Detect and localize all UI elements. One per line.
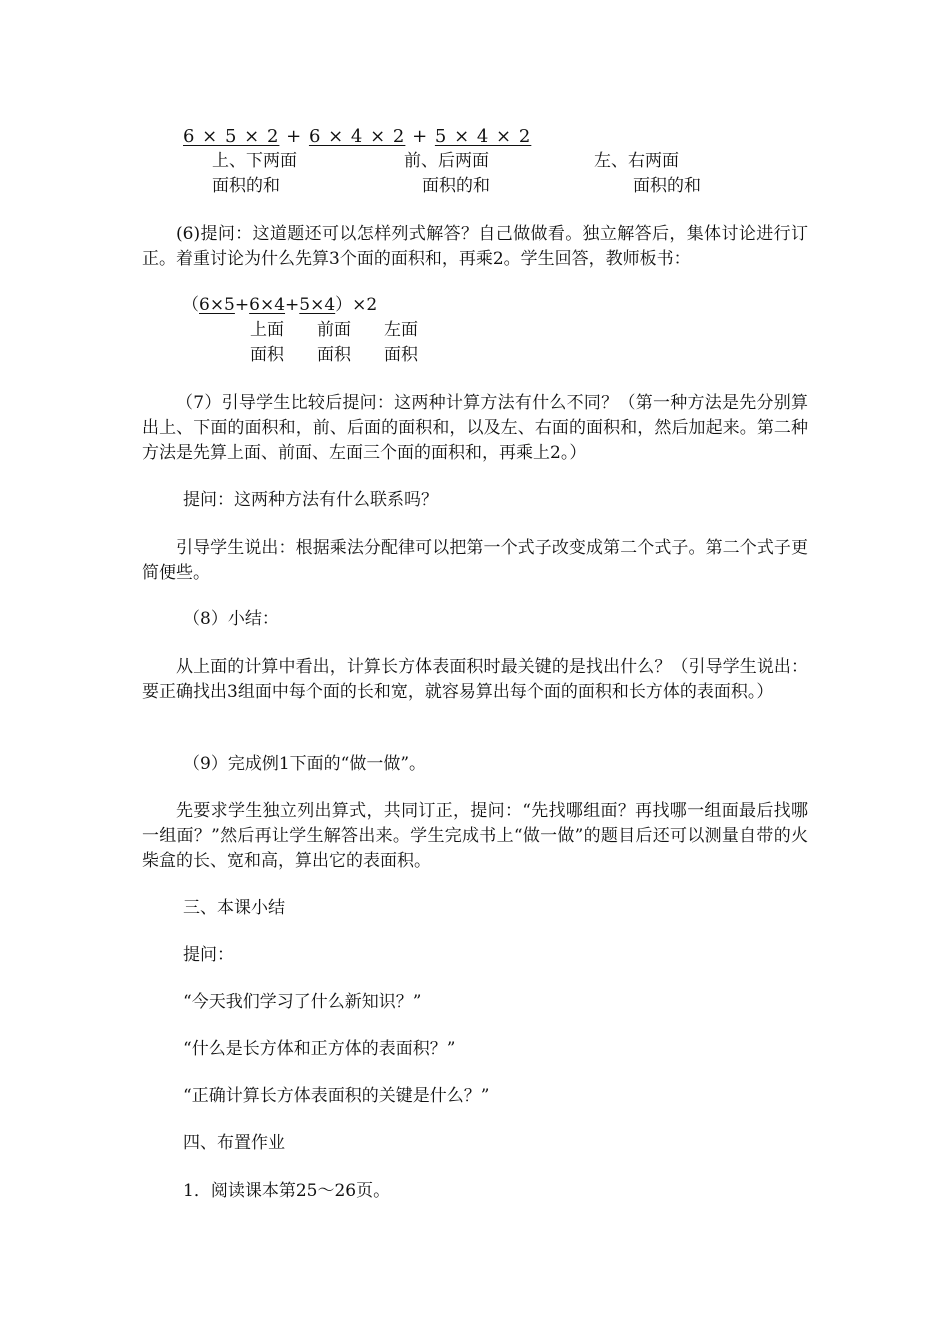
ask-label: 提问： xyxy=(183,945,234,965)
section-3-heading: 三、本课小结 xyxy=(183,898,285,918)
question-3: “正确计算长方体表面积的关键是什么？” xyxy=(183,1086,490,1106)
formula-1-term: 6 × 5 × 2 xyxy=(183,126,280,147)
formula-2-label: 面积 xyxy=(384,345,418,365)
question-2: “什么是长方体和正方体的表面积？” xyxy=(183,1039,456,1059)
formula-1-term: 5 × 4 × 2 xyxy=(434,126,532,147)
formula-1-label: 前、后两面 xyxy=(404,151,489,171)
formula-2-part: ）×2 xyxy=(335,295,378,315)
step-8-heading: （8）小结： xyxy=(183,609,279,629)
formula-1-label: 面积的和 xyxy=(422,176,490,196)
homework-item-1: 1．阅读课本第25～26页。 xyxy=(183,1181,391,1201)
section-4-heading: 四、布置作业 xyxy=(183,1133,285,1153)
paragraph-step-6: (6)提问：这道题还可以怎样列式解答？自己做做看。独立解答后，集体讨论进行订正。着重讨论为什么先算3个面的面积和，再乘2。学生回答，教师板书： xyxy=(142,224,808,269)
formula-1-label: 上、下两面 xyxy=(212,151,297,171)
formula-2-label: 前面 xyxy=(317,320,351,340)
step-9-heading: （9）完成例1下面的“做一做”。 xyxy=(183,754,427,774)
formula-2-part: + xyxy=(234,295,250,315)
formula-2-term: 6×5 xyxy=(199,295,235,315)
paragraph-step-7: （7）引导学生比较后提问：这两种计算方法有什么不同？（第一种方法是先分别算出上、下面的面积和，前、后面的面积和，以及左、右面的面积和，然后加起来。第二种方法是先算上面、前面、左面三个面的面积和，再乘上2。） xyxy=(142,393,808,463)
question-relation: 提问：这两种方法有什么联系吗？ xyxy=(183,490,438,510)
paragraph-guide: 引导学生说出：根据乘法分配律可以把第一个式子改变成第二个式子。第二个式子更简便些。 xyxy=(142,538,808,583)
formula-2-label: 左面 xyxy=(384,320,418,340)
paragraph-summary: 从上面的计算中看出，计算长方体表面积时最关键的是找出什么？（引导学生说出：要正确找出3组面中每个面的长和宽，就容易算出每个面的面积和长方体的表面积。） xyxy=(142,657,808,702)
formula-1-op: + xyxy=(279,126,309,147)
formula-1-op: + xyxy=(405,126,435,147)
formula-2 xyxy=(182,293,377,318)
formula-2-term: 6×4 xyxy=(249,295,286,315)
formula-2-label: 面积 xyxy=(250,345,284,365)
paragraph-practice: 先要求学生独立列出算式，共同订正，提问：“先找哪组面？再找哪一组面最后找哪一组面？”然后再让学生解答出来。学生完成书上“做一做”的题目后还可以测量自带的火柴盒的长、宽和高，算出它的表面积。 xyxy=(142,801,808,871)
formula-2-part: （ xyxy=(182,295,199,315)
formula-2-label: 上面 xyxy=(250,320,284,340)
formula-2-label: 面积 xyxy=(317,345,351,365)
formula-2-term: 5×4 xyxy=(299,295,336,315)
formula-1-term: 6 × 4 × 2 xyxy=(308,126,406,147)
formula-1-label: 面积的和 xyxy=(633,176,701,196)
formula-1-label: 左、右两面 xyxy=(594,151,679,171)
formula-1-label: 面积的和 xyxy=(212,176,280,196)
question-1: “今天我们学习了什么新知识？” xyxy=(183,992,422,1012)
formula-1 xyxy=(183,124,531,149)
formula-2-part: + xyxy=(285,295,300,315)
